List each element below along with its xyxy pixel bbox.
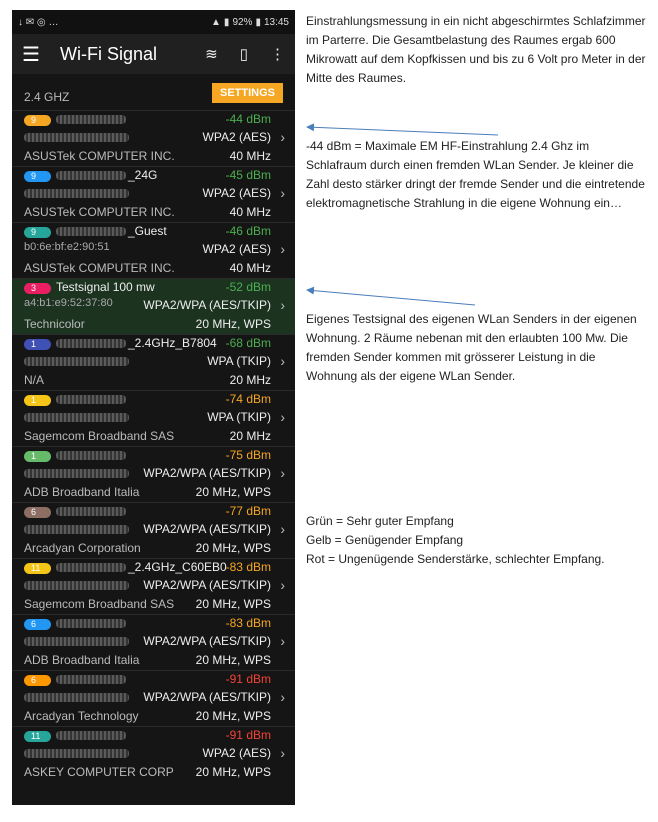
notification-icons: ↓ ✉ ◎ … [18, 16, 59, 28]
chevron-right-icon[interactable]: › [280, 185, 285, 201]
vendor-name: N/A [24, 373, 45, 387]
channel-width: 20 MHz, WPS [195, 597, 271, 611]
security-type: WPA2/WPA (AES/TKIP) [143, 690, 271, 704]
note-max-emission: -44 dBm = Maximale EM HF-Einstrahlung 2.4 Ghz im Schlafraum durch einen fremden WLan Sender. Je kleiner die Zahl desto stärker dringt der fremde Sender und die eintretende elektromagnetische Strahlung in die eigene Wohnung ein… [306, 139, 645, 210]
signal-strength: -91 dBm [225, 728, 271, 742]
app-title: Wi-Fi Signal [60, 43, 158, 64]
note-measurement: Einstrahlungsmessung in ein nicht abgeschirmtes Schlafzimmer im Parterre. Die Gesamtbelastung des Raumes ergab 600 Mikrowatt auf dem Kopfkissen und bis zu 6 Volt pro Meter in der Mitte des Raumes. [306, 14, 646, 85]
chevron-right-icon[interactable]: › [280, 633, 285, 649]
channel-badge: 11 [24, 731, 51, 742]
clock: 13:45 [263, 16, 289, 28]
more-options-icon[interactable]: ⋮ [270, 46, 285, 63]
legend-red: Rot = Ungenügende Senderstärke, schlechter Empfang. [306, 552, 605, 566]
channel-width: 20 MHz [229, 429, 271, 443]
vendor-name: ADB Broadband Italia [24, 485, 140, 499]
security-type: WPA2/WPA (AES/TKIP) [143, 298, 271, 312]
security-type: WPA2/WPA (AES/TKIP) [143, 634, 271, 648]
signal-strength: -74 dBm [225, 392, 271, 406]
chevron-right-icon[interactable]: › [280, 129, 285, 145]
vendor-name: Technicolor [24, 317, 85, 331]
channel-badge: 1 [24, 451, 51, 462]
security-type: WPA2 (AES) [202, 130, 271, 144]
channel-width: 20 MHz, WPS [195, 317, 271, 331]
battery-icon: ▮ [255, 16, 261, 28]
signal-strength: -52 dBm [225, 280, 271, 294]
chevron-right-icon[interactable]: › [280, 297, 285, 313]
legend-green: Grün = Sehr guter Empfang [306, 514, 454, 528]
settings-button[interactable]: SETTINGS [212, 83, 283, 103]
vibrate-icon[interactable]: ▯ [239, 46, 248, 63]
mac-address: b0:6e:bf:e2:90:51 [24, 241, 110, 253]
battery-level: 92% [232, 16, 253, 28]
channel-width: 20 MHz, WPS [195, 709, 271, 723]
chevron-right-icon[interactable]: › [280, 465, 285, 481]
chevron-right-icon[interactable]: › [280, 241, 285, 257]
ssid: Testsignal 100 mw [56, 280, 155, 294]
note-test-signal: Eigenes Testsignal des eigenen WLan Senders in der eigenen Wohnung. 2 Räume nebenan mit den erlaubten 100 Mw. Die fremden Sender kommen mit grösserer Leistung in die Wohnung als der eigene WLan Sender. [306, 312, 637, 383]
vendor-name: Arcadyan Corporation [24, 541, 141, 555]
signal-strength: -77 dBm [225, 504, 271, 518]
vendor-name: ASUSTek COMPUTER INC. [24, 149, 175, 163]
channel-badge: 1 [24, 395, 51, 406]
channel-width: 20 MHz, WPS [195, 485, 271, 499]
security-type: WPA2/WPA (AES/TKIP) [143, 522, 271, 536]
vendor-name: Sagemcom Broadband SAS [24, 429, 175, 443]
hamburger-menu-icon[interactable]: ☰ [22, 43, 40, 66]
channel-width: 20 MHz [229, 373, 271, 387]
signal-strength: -44 dBm [225, 112, 271, 126]
wifi-status-icon: ▲ [211, 16, 221, 28]
chevron-right-icon[interactable]: › [280, 353, 285, 369]
security-type: WPA (TKIP) [207, 410, 271, 424]
vendor-name: ADB Broadband Italia [24, 653, 140, 667]
signal-strength: -91 dBm [225, 672, 271, 686]
chevron-right-icon[interactable]: › [280, 689, 285, 705]
legend-yellow: Gelb = Genügender Empfang [306, 533, 464, 547]
mac-address: a4:b1:e9:52:37:80 [24, 297, 113, 309]
channel-badge: 9 [24, 171, 51, 182]
channel-badge: 11 [24, 563, 51, 574]
vendor-name: ASUSTek COMPUTER INC. [24, 261, 175, 275]
wifi-off-icon[interactable]: ≋ [205, 46, 218, 63]
channel-width: 20 MHz, WPS [195, 541, 271, 555]
security-type: WPA2/WPA (AES/TKIP) [143, 578, 271, 592]
security-type: WPA2 (AES) [202, 242, 271, 256]
channel-badge: 6 [24, 507, 51, 518]
channel-width: 40 MHz [229, 149, 271, 163]
ssid: _2.4GHz_B7804 [56, 336, 217, 350]
channel-width: 20 MHz, WPS [195, 765, 271, 779]
ssid: _24G [56, 168, 157, 182]
ssid: _2.4GHz_C60EB0 [56, 560, 227, 574]
chevron-right-icon[interactable]: › [280, 745, 285, 761]
chevron-right-icon[interactable]: › [280, 409, 285, 425]
channel-badge: 9 [24, 227, 51, 238]
channel-badge: 6 [24, 675, 51, 686]
vendor-name: Sagemcom Broadband SAS [24, 597, 175, 611]
security-type: WPA2 (AES) [202, 746, 271, 760]
channel-width: 40 MHz [229, 261, 271, 275]
signal-strength: -68 dBm [225, 336, 271, 350]
arrow-to-max-network [307, 127, 498, 135]
channel-width: 40 MHz [229, 205, 271, 219]
arrow-to-test-signal [307, 290, 475, 305]
signal-strength: -45 dBm [225, 168, 271, 182]
ssid: _Guest [56, 224, 167, 238]
signal-strength: -46 dBm [225, 224, 271, 238]
channel-badge: 9 [24, 115, 51, 126]
channel-width: 20 MHz, WPS [195, 653, 271, 667]
signal-strength: -75 dBm [225, 448, 271, 462]
chevron-right-icon[interactable]: › [280, 577, 285, 593]
security-type: WPA (TKIP) [207, 354, 271, 368]
security-type: WPA2/WPA (AES/TKIP) [143, 466, 271, 480]
channel-badge: 3 [24, 283, 51, 294]
channel-badge: 1 [24, 339, 51, 350]
signal-strength: -83 dBm [225, 560, 271, 574]
security-type: WPA2 (AES) [202, 186, 271, 200]
channel-badge: 6 [24, 619, 51, 630]
vendor-name: ASKEY COMPUTER CORP [24, 765, 174, 779]
vendor-name: Arcadyan Technology [24, 709, 139, 723]
signal-icon: ▮ [223, 16, 230, 28]
chevron-right-icon[interactable]: › [280, 521, 285, 537]
signal-strength: -83 dBm [225, 616, 271, 630]
band-label: 2.4 GHZ [24, 90, 70, 104]
vendor-name: ASUSTek COMPUTER INC. [24, 205, 175, 219]
